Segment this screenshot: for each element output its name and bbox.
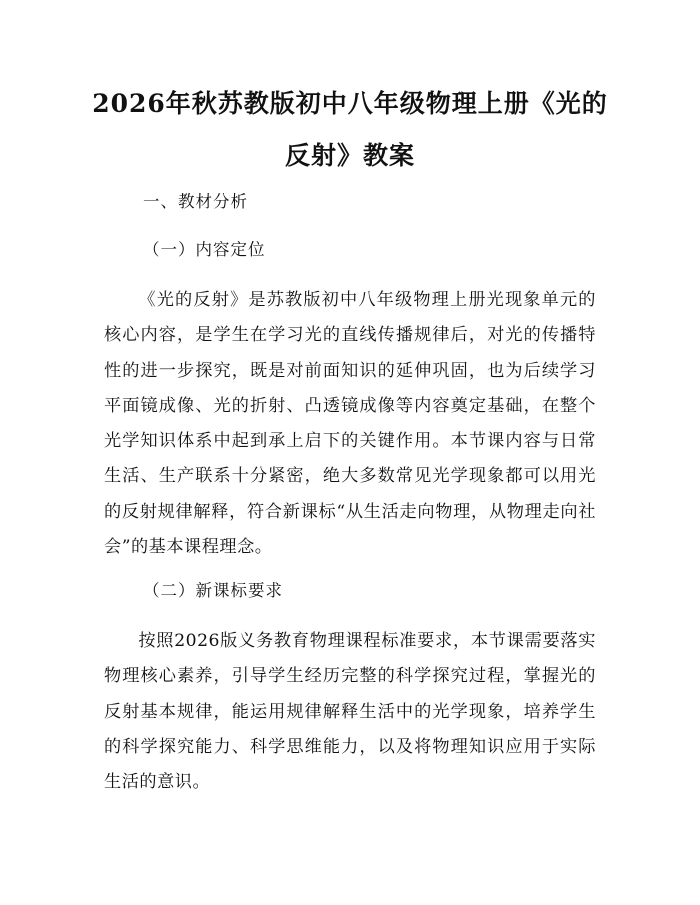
document-title: 2026年秋苏教版初中八年级物理上册《光的反射》教案: [92, 89, 608, 170]
paragraph-curriculum-requirements: 按照2026版义务教育物理课程标准要求，本节课需要落实物理核心素养，引导学生经历完整的科学探究过程，掌握光的反射基本规律，能运用规律解释生活中的光学现象，培养学生的科学探究能力、科学思维能力，以及将物理知识应用于实际生活的意识。: [104, 631, 596, 793]
section-heading-textbook-analysis: 一、教材分析: [143, 192, 248, 211]
subsection-heading-content-positioning: （一）内容定位: [143, 240, 266, 259]
subsection-heading-curriculum-requirements: （二）新课标要求: [143, 581, 283, 600]
paragraph-content-positioning: 《光的反射》是苏教版初中八年级物理上册光现象单元的核心内容，是学生在学习光的直线传播规律后，对光的传播特性的进一步探究，既是对前面知识的延伸巩固，也为后续学习平面镜成像、光的折射、凸透镜成像等内容奠定基础，在整个光学知识体系中起到承上启下的关键作用。本节课内容与日常生活、生产联系十分紧密，绝大多数常见光学现象都可以用光的反射规律解释，符合新课标“从生活走向物理，从物理走向社会”的基本课程理念。: [104, 290, 596, 558]
